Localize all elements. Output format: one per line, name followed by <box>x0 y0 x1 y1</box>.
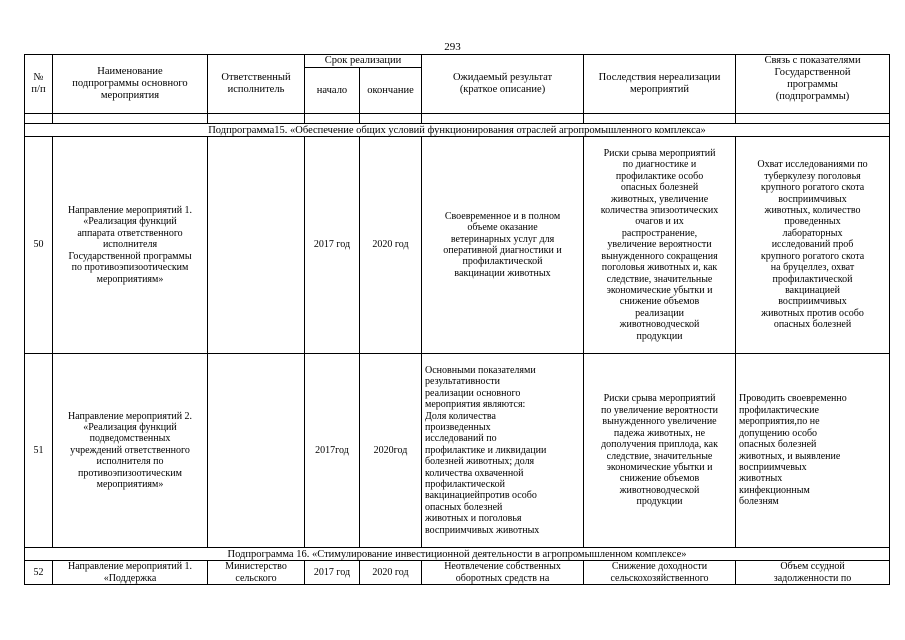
cell-line: реализации <box>635 307 684 319</box>
cell-line: Доля количества <box>425 410 496 422</box>
cell-line: снижение объемов <box>619 473 700 485</box>
cell-line: болезням <box>739 496 779 508</box>
cell-line: животных <box>739 473 783 485</box>
header-link <box>736 55 890 114</box>
cell-line: животноводческой <box>619 319 700 331</box>
cell-line: Государственной <box>774 67 851 78</box>
cell-line: количества охваченной <box>425 467 524 479</box>
cell-line: по увеличение вероятности <box>600 404 719 416</box>
cell-line: Снижение доходности <box>611 561 708 573</box>
cell-line: крупного рогатого скота <box>760 182 865 194</box>
cell-line: Связь с показателями <box>764 55 861 66</box>
page-number: 293 <box>444 41 461 53</box>
cell-line: профилактике и ликвидации <box>425 444 547 456</box>
cell-line: опасных болезней <box>773 319 852 331</box>
cell-line: по противоэпизоотическим <box>71 262 189 274</box>
row-51-consequences <box>584 354 736 548</box>
row-50-start: 2017 год <box>305 137 360 354</box>
cell-line: допущению особо <box>739 427 818 439</box>
cell-line: опасных болезней <box>620 182 699 194</box>
row-50-expected <box>422 137 584 354</box>
row-51-name <box>53 354 208 548</box>
table-row-52 <box>25 561 890 585</box>
cell-line: профилактической <box>462 256 543 268</box>
cell-line: Государственной программы <box>68 250 192 262</box>
cell-line: Основными показателями <box>425 364 536 376</box>
cell-line: Проводить своевременно <box>739 393 847 405</box>
cell-line: Неотвлечение собственных <box>444 561 561 573</box>
row-51-start: 2017год <box>305 354 360 548</box>
cell-line: результативности <box>425 376 500 388</box>
cell-line: восприимчивых <box>778 193 847 205</box>
cell-line: дополучения приплода, как <box>601 439 718 451</box>
cell-line: вынужденного увеличение <box>602 416 717 428</box>
cell-line: снижение объемов <box>619 296 700 308</box>
cell-line: продукции <box>636 496 683 508</box>
row-50-consequences <box>584 137 736 354</box>
cell-line: по диагностике и <box>622 159 697 171</box>
cell-line: Наименование <box>97 66 163 77</box>
cell-line: Риски срыва мероприятий <box>603 393 716 405</box>
cell-line: учреждений ответственного <box>70 444 190 456</box>
row-50-num: 50 <box>25 137 53 354</box>
cell-line: мероприятиям» <box>96 479 164 491</box>
spacer-row <box>25 114 890 124</box>
cell-line: объеме оказание <box>467 222 538 234</box>
header-period: Срок реализации <box>305 55 422 68</box>
cell-line: мероприятия,по не <box>739 416 820 428</box>
cell-line: падежа животных, не <box>613 427 706 439</box>
header-start: начало <box>305 68 360 114</box>
cell-line: оперативной диагностики и <box>443 245 562 256</box>
cell-line: подведомственных <box>89 433 171 445</box>
cell-line: Направление мероприятий 2. <box>67 410 193 422</box>
row-51-executor <box>208 354 305 548</box>
cell-line: профилактической <box>772 273 853 285</box>
cell-line: вакцинацией <box>785 284 840 296</box>
cell-line: вакцинации животных <box>454 267 551 279</box>
cell-line: № <box>33 72 44 83</box>
subprogram-15-row <box>25 124 890 137</box>
cell-line: исполнителя <box>102 239 158 251</box>
cell-line: животных и поголовья <box>425 513 522 525</box>
cell-line: мероприятиям» <box>96 273 164 285</box>
cell-line: вакцинациейпротив особо <box>425 490 537 502</box>
cell-line: продукции <box>636 330 683 342</box>
cell-line: распространение, <box>621 227 698 239</box>
header-expected <box>422 55 584 114</box>
cell-line: «Поддержка <box>103 572 157 584</box>
cell-line: оборотных средств на <box>455 572 550 584</box>
cell-line: лабораторных <box>782 227 843 239</box>
cell-line: крупного рогатого скота <box>760 250 865 262</box>
cell-line: Своевременное и в полном <box>444 210 561 222</box>
cell-line: экономические убытки и <box>606 284 713 296</box>
cell-line: количества эпизоотических <box>600 205 719 217</box>
row-52-num: 52 <box>25 561 53 585</box>
row-52-start: 2017 год <box>305 561 360 585</box>
header-name <box>53 55 208 114</box>
row-51-expected <box>422 354 584 548</box>
cell-line: животных, и выявление <box>739 450 841 462</box>
cell-line: подпрограммы основного <box>72 78 188 89</box>
cell-line: вынужденного сокращения <box>601 250 718 262</box>
cell-line: опасных болезней <box>425 501 503 513</box>
row-50-name <box>53 137 208 354</box>
row-52-expected <box>422 561 584 585</box>
cell-line: (подпрограммы) <box>775 91 850 102</box>
subprogram-15-title: Подпрограмма15. «Обеспечение общих условий функционирования отраслей агропромышленного комплекса» <box>25 124 890 137</box>
cell-line: проведенных <box>784 216 841 228</box>
cell-line: следствие, значительные <box>606 273 713 285</box>
cell-line: восприимчивых животных <box>425 524 540 536</box>
cell-line: Ответственный <box>221 72 291 83</box>
header-end: окончание <box>360 68 422 114</box>
header-consequences <box>584 55 736 114</box>
row-52-name <box>53 561 208 585</box>
cell-line: мероприятий <box>630 84 689 95</box>
cell-line: реализации основного <box>425 387 521 399</box>
cell-line: животных, количество <box>764 205 861 217</box>
cell-line: «Реализация функций <box>83 421 177 433</box>
row-50-executor <box>208 137 305 354</box>
cell-line: профилактические <box>739 404 819 416</box>
cell-line: Министерство <box>225 561 287 573</box>
cell-line: исполнителя по <box>96 456 164 468</box>
cell-line: Последствия нереализации <box>598 72 721 83</box>
row-52-link <box>736 561 890 585</box>
cell-line: восприимчевых <box>739 461 807 473</box>
row-51-end: 2020год <box>360 354 422 548</box>
cell-line: на бруцеллез, охват <box>770 262 855 274</box>
row-51-link <box>736 354 890 548</box>
row-50-end: 2020 год <box>360 137 422 354</box>
row-50-link <box>736 137 890 354</box>
cell-line: противоэпизоотическим <box>78 467 182 479</box>
cell-line: увеличение вероятности <box>607 239 712 251</box>
cell-line: восприимчивых <box>778 296 847 308</box>
cell-line: туберкулезу поголовья <box>764 170 861 182</box>
cell-line: очагов и их <box>635 216 684 228</box>
table-row-50 <box>25 137 890 354</box>
header-executor <box>208 55 305 114</box>
cell-line: программы <box>787 79 838 90</box>
cell-line: следствие, значительные <box>606 450 713 462</box>
cell-line: исследований по <box>425 433 497 445</box>
cell-line: Направление мероприятий 1. <box>67 205 193 217</box>
cell-line: «Реализация функций <box>83 216 177 228</box>
row-51-num: 51 <box>25 354 53 548</box>
cell-line: профилактике особо <box>615 170 704 182</box>
cell-line: задолженности по <box>773 572 852 584</box>
cell-line: Направление мероприятий 1. <box>67 561 193 573</box>
cell-line: сельского <box>235 572 277 584</box>
cell-line: Ожидаемый результат <box>452 72 553 83</box>
program-table <box>24 54 890 585</box>
table-row-51 <box>25 354 890 548</box>
cell-line: болезней животных; доля <box>425 456 535 468</box>
cell-line: экономические убытки и <box>606 461 713 473</box>
cell-line: мероприятия являются: <box>425 399 526 411</box>
cell-line: мероприятия <box>100 90 160 101</box>
cell-line: сельскохозяйственного <box>610 572 709 584</box>
cell-line: поголовья животных и, как <box>601 262 718 274</box>
cell-line: животных против особо <box>761 307 864 319</box>
header-row-1 <box>25 55 890 68</box>
cell-line: животноводческой <box>619 484 700 496</box>
cell-line: кинфекционным <box>739 484 810 496</box>
cell-line: аппарата ответственного <box>77 227 183 239</box>
subprogram-16-row <box>25 548 890 561</box>
cell-line: п/п <box>31 84 46 95</box>
row-52-executor <box>208 561 305 585</box>
cell-line: опасных болезней <box>739 439 817 451</box>
cell-line: исполнитель <box>227 84 285 95</box>
subprogram-16-title: Подпрограмма 16. «Стимулирование инвестиционной деятельности в агропромышленном комплексе» <box>25 548 890 561</box>
cell-line: животных, увеличение <box>610 193 709 205</box>
cell-line: Риски срыва мероприятий <box>603 148 716 160</box>
cell-line: Объем ссудной <box>780 561 845 573</box>
header-num <box>25 55 53 114</box>
row-52-end: 2020 год <box>360 561 422 585</box>
cell-line: Охват исследованиями по <box>757 159 868 171</box>
cell-line: (краткое описание) <box>459 84 546 95</box>
cell-line: исследований проб <box>771 239 854 251</box>
cell-line: ветеринарных услуг для <box>450 233 555 245</box>
cell-line: профилактической <box>425 479 505 491</box>
row-52-consequences <box>584 561 736 585</box>
cell-line: произведенных <box>425 421 491 433</box>
